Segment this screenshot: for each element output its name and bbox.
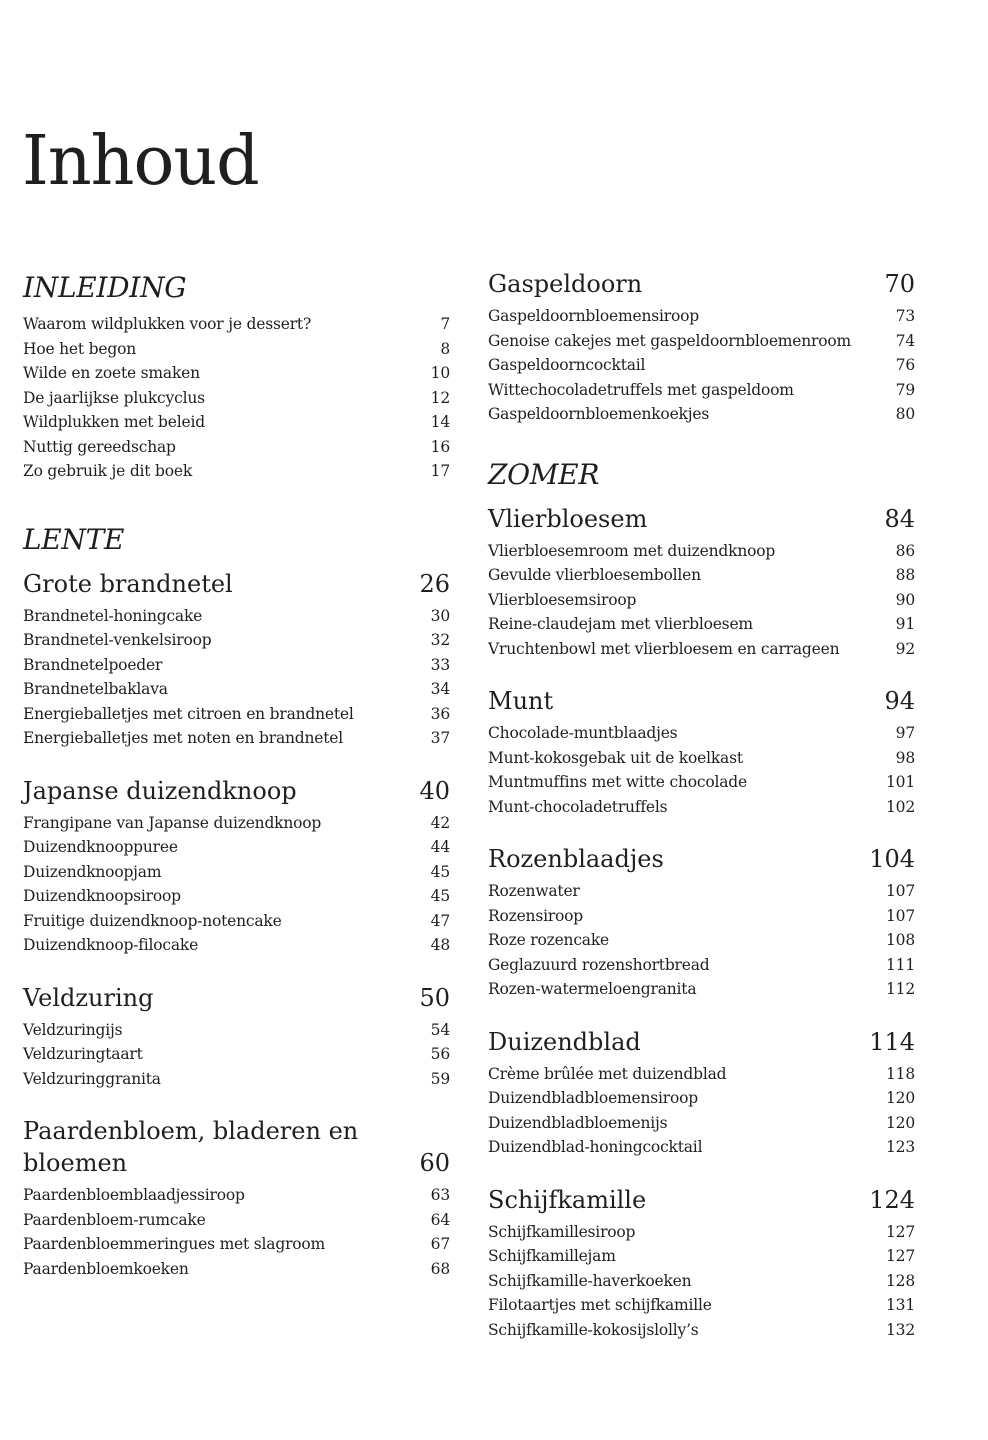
- group-page-number: 50: [419, 983, 450, 1012]
- toc-entry: [488, 1111, 915, 1136]
- toc-entry: [23, 1042, 450, 1067]
- toc-entry: [488, 977, 915, 1002]
- entry-title: Gaspeldoornbloemenkoekjes: [488, 405, 710, 423]
- group-title: Japanse duizendknoop: [23, 776, 297, 805]
- group-page-number: 60: [419, 1149, 450, 1177]
- entry-title: Duizendknoop-filocake: [23, 936, 199, 954]
- entry-title: Gaspeldoornbloemensiroop: [488, 307, 699, 325]
- group-page-number: 124: [869, 1185, 915, 1214]
- toc-entry: [23, 1067, 450, 1092]
- toc-column-right: [488, 268, 915, 1372]
- entry-title: De jaarlijkse plukcyclus: [23, 388, 205, 407]
- entry-page-number: 120: [886, 1089, 915, 1107]
- toc-group: [23, 1115, 450, 1281]
- toc-entry: [23, 726, 450, 751]
- entry-page-number: 63: [430, 1186, 450, 1204]
- toc-entry: [488, 1318, 915, 1343]
- group-heading: [488, 1026, 915, 1058]
- toc-entry: [488, 539, 915, 564]
- entry-title: Veldzuringijs: [23, 1020, 123, 1039]
- toc-entry: [488, 329, 915, 354]
- entry-title: Paardenbloemkoeken: [23, 1259, 189, 1278]
- group-page-number: 40: [419, 776, 450, 805]
- toc-group: [488, 268, 915, 427]
- toc-entry: [23, 933, 450, 958]
- entry-title: Wildplukken met beleid: [23, 413, 205, 431]
- entry-page-number: 32: [430, 631, 450, 649]
- group-title: Vlierbloesem: [488, 504, 648, 533]
- toc-entry: [488, 1244, 915, 1269]
- group-list: [23, 568, 450, 1282]
- entry-list: [23, 312, 450, 484]
- toc-group: [488, 1184, 915, 1343]
- entry-title: Brandnetel-honingcake: [23, 606, 203, 625]
- entry-title: Frangipane van Japanse duizendknoop: [23, 813, 322, 832]
- entry-page-number: 120: [886, 1113, 915, 1132]
- toc-entry: [23, 884, 450, 909]
- entry-title: Rozen-watermeloengranita: [488, 980, 697, 998]
- entry-title: Duizendknoopsiroop: [23, 887, 181, 905]
- group-heading: [23, 982, 450, 1014]
- toc-group: [488, 503, 915, 662]
- group-page-number: 70: [884, 270, 915, 298]
- entry-page-number: 107: [886, 882, 915, 900]
- group-title: Grote brandnetel: [23, 569, 233, 598]
- entry-page-number: 54: [430, 1020, 450, 1039]
- entry-page-number: 102: [886, 797, 915, 816]
- entry-title: Vlierbloesemsiroop: [488, 590, 637, 609]
- entry-page-number: 30: [430, 606, 450, 625]
- entry-page-number: 16: [430, 437, 450, 456]
- group-title: Duizendblad: [488, 1027, 641, 1056]
- entry-title: Energieballetjes met citroen en brandnetel: [23, 704, 354, 723]
- toc-entry: [488, 721, 915, 746]
- entry-page-number: 80: [895, 405, 915, 423]
- toc-group: [23, 568, 450, 751]
- toc-entry: [23, 435, 450, 460]
- page-title: Inhoud: [22, 122, 259, 201]
- group-heading: [488, 1184, 915, 1216]
- toc-entry: [488, 378, 915, 403]
- entry-page-number: 74: [895, 331, 915, 350]
- entry-title: Geglazuurd rozenshortbread: [488, 955, 710, 974]
- toc-entry: [23, 811, 450, 836]
- group-page-number: 26: [419, 569, 450, 598]
- entry-page-number: 33: [430, 655, 450, 674]
- entry-page-number: 45: [430, 862, 450, 881]
- entry-title: Genoise cakejes met gaspeldoornbloemenroom: [488, 331, 852, 350]
- entry-title: Brandnetel-venkelsiroop: [23, 631, 212, 649]
- toc-entry: [488, 1293, 915, 1318]
- group-list: [488, 503, 915, 1343]
- section-title: LENTE: [23, 522, 125, 556]
- entry-title: Wittechocoladetruffels met gaspeldoom: [488, 380, 794, 399]
- entry-title: Rozenwater: [488, 882, 580, 900]
- entry-page-number: 108: [886, 931, 915, 949]
- toc-entry: [23, 1208, 450, 1233]
- toc-entry: [488, 402, 915, 427]
- entry-page-number: 127: [886, 1247, 915, 1265]
- entry-page-number: 118: [886, 1064, 915, 1083]
- group-title: Schijfkamille: [488, 1185, 647, 1214]
- toc-entry: [488, 1220, 915, 1245]
- group-heading: [23, 568, 450, 600]
- entry-title: Chocolade-muntblaadjes: [488, 724, 678, 742]
- entry-page-number: 132: [886, 1320, 915, 1339]
- entry-page-number: 42: [430, 813, 450, 832]
- toc-entry: [488, 304, 915, 329]
- entry-page-number: 98: [895, 748, 915, 767]
- entry-title: Duizendblad-honingcocktail: [488, 1138, 703, 1156]
- entry-page-number: 44: [430, 838, 450, 856]
- toc-entry: [488, 1269, 915, 1294]
- toc-entry: [23, 337, 450, 362]
- toc-column-left: [23, 270, 450, 1311]
- toc-entry: [23, 653, 450, 678]
- toc-entry: [488, 1135, 915, 1160]
- section-inleiding: [23, 270, 450, 484]
- entry-page-number: 45: [430, 887, 450, 905]
- group-page-number: 84: [884, 504, 915, 533]
- toc-entry: [23, 459, 450, 484]
- entry-title: Hoe het begon: [23, 339, 136, 358]
- group-title: Rozenblaadjes: [488, 845, 664, 873]
- toc-entry: [23, 860, 450, 885]
- entry-page-number: 17: [430, 462, 450, 480]
- entry-page-number: 12: [430, 388, 450, 407]
- group-heading: [488, 843, 915, 875]
- entry-page-number: 68: [430, 1259, 450, 1278]
- entry-page-number: 56: [430, 1045, 450, 1063]
- entry-page-number: 10: [430, 364, 450, 382]
- entry-page-number: 73: [895, 307, 915, 325]
- toc-entry: [23, 835, 450, 860]
- entry-title: Duizendknoopjam: [23, 862, 162, 881]
- group-title: Veldzuring: [23, 983, 154, 1012]
- entry-title: Duizendbladbloemensiroop: [488, 1089, 698, 1107]
- toc-entry: [23, 312, 450, 337]
- entry-page-number: 101: [886, 773, 915, 791]
- toc-group: [23, 982, 450, 1092]
- entry-page-number: 107: [886, 906, 915, 925]
- toc-entry: [488, 563, 915, 588]
- entry-title: Crème brûlée met duizendblad: [488, 1064, 727, 1083]
- entry-page-number: 97: [895, 724, 915, 742]
- group-title: Gaspeldoorn: [488, 270, 643, 298]
- entry-page-number: 79: [895, 380, 915, 399]
- group-page-number: 104: [869, 845, 915, 873]
- group-page-number: 94: [884, 687, 915, 715]
- entry-title: Munt-chocoladetruffels: [488, 797, 668, 816]
- toc-entry: [23, 1183, 450, 1208]
- entry-page-number: 92: [895, 639, 915, 658]
- entry-page-number: 123: [886, 1138, 915, 1156]
- entry-page-number: 59: [430, 1069, 450, 1088]
- toc-group: [488, 843, 915, 1002]
- group-heading: [488, 268, 915, 300]
- group-heading: [23, 1115, 450, 1179]
- entry-page-number: 76: [895, 356, 915, 374]
- toc-entry: [488, 746, 915, 771]
- entry-title: Munt-kokosgebak uit de koelkast: [488, 748, 743, 767]
- entry-title: Duizendbladbloemenijs: [488, 1113, 668, 1132]
- toc-entry: [23, 702, 450, 727]
- group-list: [488, 268, 915, 427]
- entry-page-number: 36: [430, 704, 450, 723]
- entry-title: Brandnetelbaklava: [23, 680, 168, 698]
- entry-page-number: 131: [886, 1296, 915, 1314]
- entry-title: Paardenbloemmeringues met slagroom: [23, 1235, 326, 1253]
- entry-page-number: 47: [430, 911, 450, 930]
- entry-title: Schijfkamillejam: [488, 1247, 616, 1265]
- entry-title: Duizendknooppuree: [23, 838, 178, 856]
- toc-entry: [23, 677, 450, 702]
- toc-entry: [488, 928, 915, 953]
- toc-entry: [23, 410, 450, 435]
- entry-page-number: 8: [440, 339, 450, 358]
- entry-title: Vlierbloesemroom met duizendknoop: [488, 541, 776, 560]
- toc-entry: [488, 353, 915, 378]
- toc-entry: [23, 1257, 450, 1282]
- entry-title: Gaspeldoorncocktail: [488, 356, 646, 374]
- group-heading: [23, 775, 450, 807]
- entry-page-number: 7: [440, 315, 450, 333]
- entry-page-number: 128: [886, 1271, 915, 1290]
- entry-page-number: 37: [430, 729, 450, 747]
- toc-entry: [488, 588, 915, 613]
- entry-title: Zo gebruik je dit boek: [23, 462, 193, 480]
- toc-entry: [488, 612, 915, 637]
- entry-page-number: 90: [895, 590, 915, 609]
- toc-group: [23, 775, 450, 958]
- toc-entry: [23, 1018, 450, 1043]
- entry-title: Nuttig gereedschap: [23, 437, 176, 456]
- toc-entry: [488, 1086, 915, 1111]
- toc-entry: [488, 770, 915, 795]
- entry-page-number: 91: [895, 615, 915, 633]
- toc-entry: [23, 386, 450, 411]
- toc-entry: [23, 909, 450, 934]
- section-zomer: [488, 457, 915, 1343]
- group-heading: [488, 503, 915, 535]
- entry-page-number: 127: [886, 1222, 915, 1241]
- entry-title: Schijfkamille-haverkoeken: [488, 1271, 692, 1290]
- entry-title: Veldzuringgranita: [23, 1069, 161, 1088]
- toc-entry: [488, 637, 915, 662]
- entry-page-number: 34: [430, 680, 450, 698]
- toc-entry: [488, 904, 915, 929]
- entry-title: Reine-claudejam met vlierbloesem: [488, 615, 753, 633]
- group-heading: [488, 685, 915, 717]
- entry-title: Filotaartjes met schijfkamille: [488, 1296, 712, 1314]
- entry-title: Schijfkamille-kokosijslolly’s: [488, 1320, 699, 1339]
- entry-title: Vruchtenbowl met vlierbloesem en carrageen: [488, 639, 840, 658]
- entry-title: Rozensiroop: [488, 906, 584, 925]
- entry-page-number: 14: [430, 413, 450, 431]
- section-title: INLEIDING: [23, 271, 187, 304]
- entry-page-number: 64: [430, 1210, 450, 1229]
- entry-title: Paardenbloemblaadjessiroop: [23, 1186, 245, 1204]
- toc-entry: [23, 1232, 450, 1257]
- section-title: ZOMER: [488, 457, 600, 491]
- toc-group: [488, 685, 915, 819]
- group-title: Munt: [488, 687, 554, 715]
- entry-title: Gevulde vlierbloesembollen: [488, 566, 701, 584]
- toc-entry: [488, 953, 915, 978]
- toc-group: [488, 1026, 915, 1160]
- entry-page-number: 86: [895, 541, 915, 560]
- toc-entry: [23, 604, 450, 629]
- entry-title: Wilde en zoete smaken: [23, 364, 200, 382]
- entry-page-number: 88: [895, 566, 915, 584]
- toc-entry: [488, 795, 915, 820]
- toc-entry: [488, 879, 915, 904]
- entry-title: Paardenbloem-rumcake: [23, 1210, 206, 1229]
- entry-title: Roze rozencake: [488, 931, 610, 949]
- entry-title: Waarom wildplukken voor je dessert?: [23, 315, 312, 333]
- group-page-number: 114: [869, 1027, 915, 1056]
- entry-title: Fruitige duizendknoop-notencake: [23, 911, 282, 930]
- entry-page-number: 48: [430, 936, 450, 954]
- entry-page-number: 67: [430, 1235, 450, 1253]
- toc-entry: [23, 361, 450, 386]
- entry-page-number: 112: [886, 980, 915, 998]
- entry-page-number: 111: [886, 955, 915, 974]
- section-lente: [23, 522, 450, 1282]
- group-title: Paardenbloem, bladeren en bloemen: [23, 1117, 359, 1177]
- toc-entry: [488, 1062, 915, 1087]
- entry-title: Energieballetjes met noten en brandnetel: [23, 729, 343, 747]
- entry-title: Schijfkamillesiroop: [488, 1222, 636, 1241]
- toc-entry: [23, 628, 450, 653]
- entry-title: Veldzuringtaart: [23, 1045, 143, 1063]
- entry-title: Brandnetelpoeder: [23, 655, 163, 674]
- entry-title: Muntmuffins met witte chocolade: [488, 773, 747, 791]
